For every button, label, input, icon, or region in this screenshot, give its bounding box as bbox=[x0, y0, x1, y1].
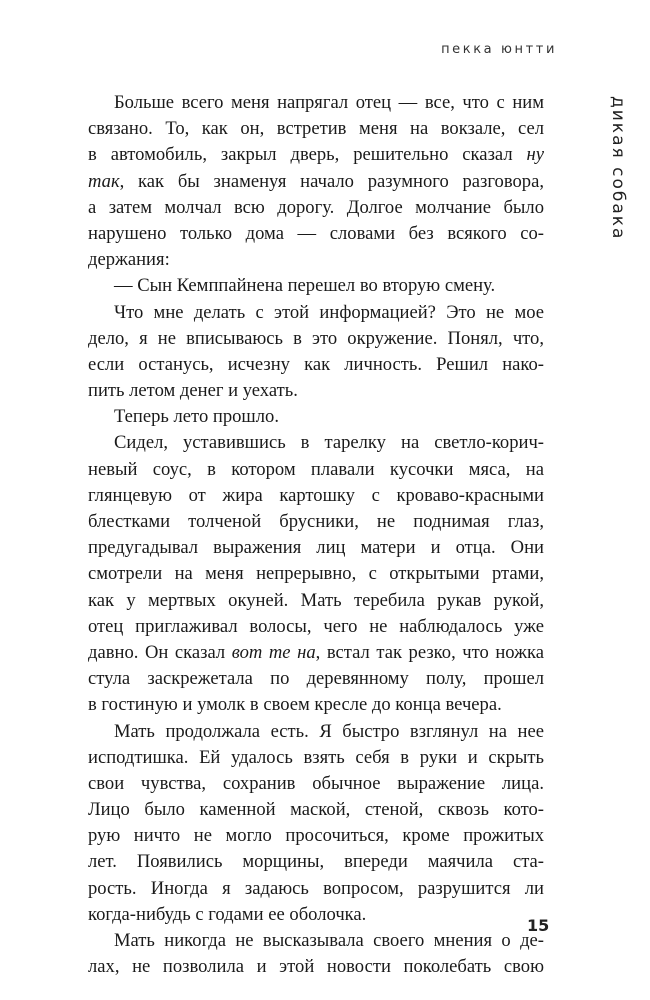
text-segment: если останусь, исчезну как личность. Решил нако- bbox=[88, 353, 544, 375]
text-line bbox=[88, 876, 544, 902]
text-line bbox=[88, 90, 544, 116]
text-segment: отец приглаживал волосы, чего не наблюдалось уже bbox=[88, 615, 544, 637]
text-segment: держания: bbox=[88, 249, 170, 271]
page-number: 15 bbox=[527, 916, 550, 935]
text-segment: стула заскрежетала по деревянному полу, прошел bbox=[88, 668, 544, 690]
text-segment: в автомобиль, закрыл дверь, решительно сказал bbox=[88, 144, 527, 166]
text-line bbox=[88, 169, 544, 195]
text-segment: Больше всего меня напрягал отец — все, что с ним bbox=[114, 92, 544, 113]
text-line bbox=[88, 849, 544, 875]
text-segment: лах, не позволила и этой новости поколебать свою bbox=[88, 956, 544, 978]
running-head-author: пекка юнтти bbox=[441, 42, 557, 57]
text-line bbox=[88, 928, 544, 954]
text-segment: смотрели на меня непрерывно, с открытыми ртами, bbox=[88, 563, 544, 585]
text-line bbox=[88, 326, 544, 352]
text-segment: Сидел, уставившись в тарелку на светло-корич- bbox=[114, 432, 544, 454]
text-line bbox=[88, 300, 544, 326]
text-segment: невый соус, в котором плавали кусочки мяса, на bbox=[88, 458, 544, 480]
italic-text: вот те на bbox=[231, 641, 316, 663]
text-line bbox=[88, 273, 544, 299]
text-segment: в гостиную и умолк в своем кресле до конца вечера. bbox=[88, 694, 502, 716]
text-line bbox=[88, 954, 544, 980]
text-line bbox=[88, 561, 544, 587]
text-line bbox=[88, 430, 544, 456]
text-segment: Мать никогда не высказывала своего мнения о де- bbox=[114, 930, 544, 951]
text-line bbox=[88, 588, 544, 614]
text-line bbox=[88, 666, 544, 692]
text-segment: пить летом денег и уехать. bbox=[88, 380, 298, 402]
text-segment: дело, я не вписываюсь в это окружение. Понял, что, bbox=[88, 327, 544, 349]
text-line bbox=[88, 404, 544, 430]
text-line bbox=[88, 640, 544, 666]
text-line bbox=[88, 142, 544, 168]
text-line bbox=[88, 692, 544, 718]
text-segment: исподтишка. Ей удалось взять себя в руки и скрыть bbox=[88, 746, 544, 768]
italic-text: так bbox=[88, 170, 120, 192]
text-segment: — Сын Кемппайнена перешел во вторую смену. bbox=[114, 275, 496, 297]
text-segment: , как бы знаменуя начало разумного разговора, bbox=[119, 170, 544, 192]
italic-text: ну bbox=[526, 144, 544, 166]
text-line bbox=[88, 719, 544, 745]
text-line bbox=[88, 823, 544, 849]
text-line bbox=[88, 352, 544, 378]
text-segment: блестками толченой брусники, не поднимая глаз, bbox=[88, 511, 544, 532]
text-segment: рую ничто не могло просочиться, кроме прожитых bbox=[88, 825, 544, 847]
text-line bbox=[88, 195, 544, 221]
body-text bbox=[88, 90, 544, 980]
text-segment: предугадывал выражения лиц матери и отца. Они bbox=[88, 537, 544, 559]
text-line bbox=[88, 221, 544, 247]
text-segment: глянцевую от жира картошку с кроваво-красными bbox=[88, 484, 544, 506]
text-line bbox=[88, 797, 544, 823]
text-segment: связано. То, как он, встретив меня на вокзале, сел bbox=[88, 118, 544, 140]
text-line bbox=[88, 614, 544, 640]
text-line bbox=[88, 902, 544, 928]
text-segment: Мать продолжала есть. Я быстро взглянул на нее bbox=[114, 720, 544, 742]
text-segment: Что мне делать с этой информацией? Это не мое bbox=[114, 301, 544, 323]
text-segment: когда-нибудь с годами ее оболочка. bbox=[88, 903, 367, 925]
text-line bbox=[88, 771, 544, 797]
text-line bbox=[88, 247, 544, 273]
running-head-book-title: дикая собака bbox=[608, 96, 628, 241]
text-segment: лет. Появились морщины, впереди маячила ста- bbox=[88, 851, 544, 873]
text-line bbox=[88, 535, 544, 561]
text-segment: Лицо было каменной маской, стеной, сквозь кото- bbox=[88, 799, 544, 821]
text-segment: рость. Иногда я задаюсь вопросом, разрушится ли bbox=[88, 877, 544, 899]
text-line bbox=[88, 509, 544, 535]
text-line bbox=[88, 745, 544, 771]
text-segment: Теперь лето прошло. bbox=[114, 406, 279, 428]
text-segment: свои чувства, сохранив обычное выражение лица. bbox=[88, 772, 544, 794]
text-line bbox=[88, 378, 544, 404]
text-segment: а затем молчал всю дорогу. Долгое молчание было bbox=[88, 196, 544, 218]
text-line bbox=[88, 457, 544, 483]
text-segment: давно. Он сказал bbox=[88, 641, 232, 663]
text-segment: как у мертвых окуней. Мать теребила рукав рукой, bbox=[88, 589, 544, 611]
text-line bbox=[88, 116, 544, 142]
text-line bbox=[88, 483, 544, 509]
text-segment: , встал так резко, что ножка bbox=[315, 641, 544, 663]
text-segment: нарушено только дома — словами без всякого со- bbox=[88, 222, 544, 244]
